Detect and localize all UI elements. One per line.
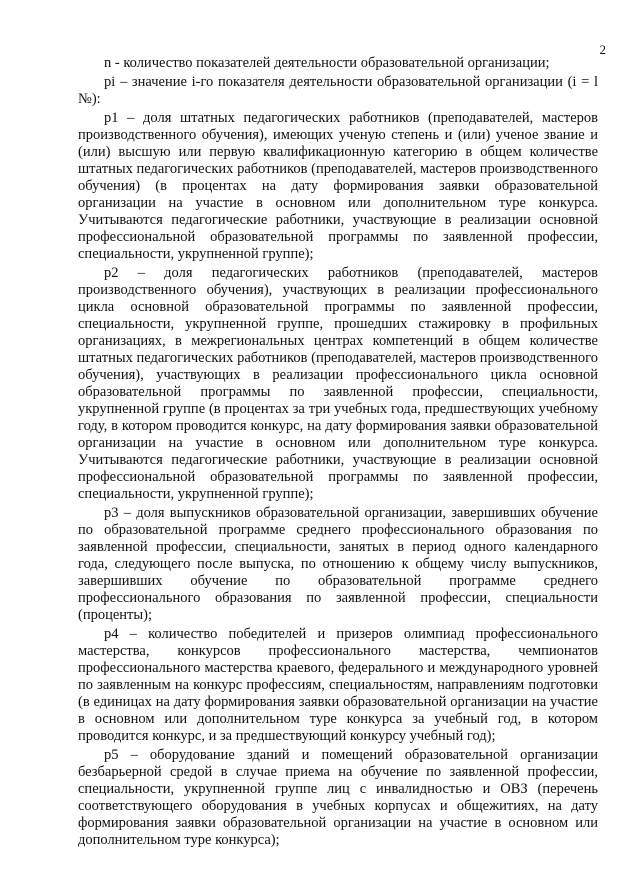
paragraph-p4-definition: p4 – количество победителей и призеров олимпиад профессионального мастерства, конкурсов профессионального мастерства, чемпионатов профессионального мастерства краевого, федерального и международного уровней по заявленным на конкурс профессиям, специальностям, направлениям подготовки (в единицах на дату формирования заявки образовательной организации на участие в основном или дополнительном туре конкурса за учебный год, в котором проводится конкурс, и за предшествующий конкурсу учебный год); [78, 626, 598, 744]
paragraph-p3-definition: p3 – доля выпускников образовательной организации, завершивших обучение по образовательной программе среднего профессионального образования по заявленной профессии, специальности, занятых в период одного календарного года, следующего после выпуска, по отношению к общему числу выпускников, завершивших обучение по образовательной программе среднего профессионального образования по заявленной профессии, специальности (проценты); [78, 505, 598, 623]
paragraph-pi-definition: pi – значение i-го показателя деятельности образовательной организации (i = l №): [78, 74, 598, 107]
paragraph-p2-definition: p2 – доля педагогических работников (преподавателей, мастеров производственного обучения), участвующих в реализации профессионального цикла основной образовательной программы по заявленной профессии, специальности, укрупненной группе, прошедших стажировку в профильных организациях, в межрегиональных центрах компетенций в общем количестве штатных педагогических работников (преподавателей, мастеров производственного обучения), участвующих в реализации профессионального цикла основной образовательной программы по заявленной профессии, специальности, укрупненной группе (в процентах за три учебных года, предшествующих учебному году, в котором проводится конкурс, на дату формирования заявки образовательной организации на участие в основном или дополнительном туре конкурса. Учитываются педагогические работники, участвующие в реализации основной профессиональной образовательной программы по заявленной профессии, специальности, укрупненной группе); [78, 265, 598, 502]
document-body [78, 55, 598, 851]
paragraph-p1-definition: p1 – доля штатных педагогических работников (преподавателей, мастеров производственного обучения), имеющих ученую степень и (или) ученое звание и (или) высшую или первую квалификационную категорию в общем количестве штатных педагогических работников (преподавателей, мастеров производственного обучения) (в процентах на дату формирования заявки образовательной организации на участие в основном или дополнительном туре конкурса. Учитываются педагогические работники, участвующие в реализации основной профессиональной образовательной программы по заявленной профессии, специальности, укрупненной группе); [78, 110, 598, 262]
paragraph-n-definition: n - количество показателей деятельности образовательной организации; [104, 55, 550, 71]
paragraph-p5-definition: p5 – оборудование зданий и помещений образовательной организации безбарьерной средой в случае приема на обучение по заявленной профессии, специальности, укрупненной группе лиц с инвалидностью и ОВЗ (перечень соответствующего оборудования в учебных корпусах и общежитиях, на дату формирования заявки образовательной организации на участие в основном или дополнительном туре конкурса); [78, 747, 598, 848]
page-number: 2 [599, 42, 606, 57]
